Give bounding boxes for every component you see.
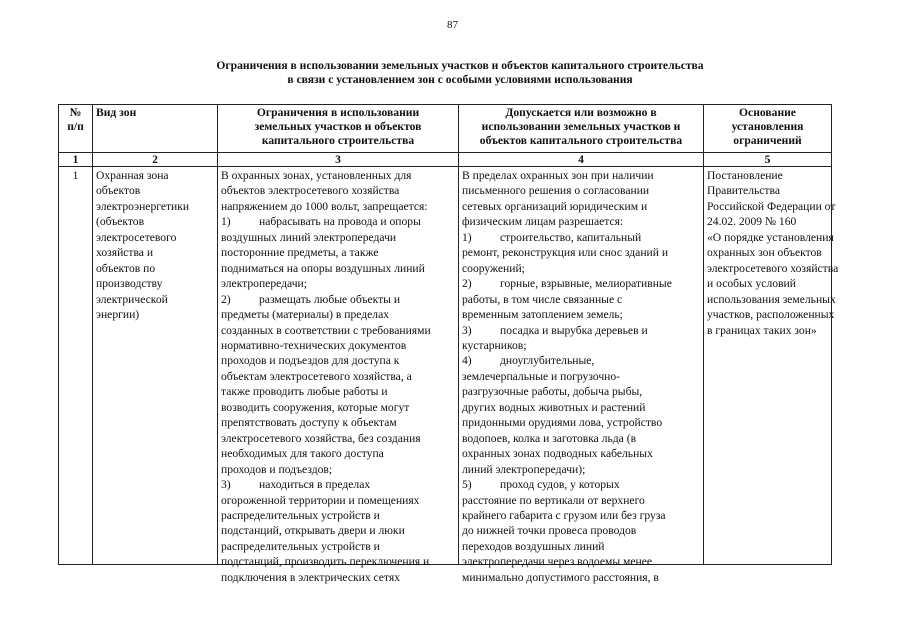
list-item-number: 5) [462,478,472,492]
text-line: объектов капитального строительства [479,133,683,147]
text-line: использования земельных [707,292,836,306]
text-line: капитального строительства [261,133,415,147]
list-item-continuation: огороженной территории и помещениях [221,493,420,507]
row-number: 1 [72,169,79,182]
text-line: п/п [67,119,84,133]
text-line: охранных зон объектов [707,246,822,260]
list-item [221,292,455,307]
table-row [59,167,832,565]
permitted-cell [459,167,704,584]
list-item-continuation: также проводить любые работы и [221,385,388,399]
list-item-continuation: работы, в том числе связанные с [462,292,623,306]
list-item-continuation: других водных животных и растений [462,400,646,414]
text-line: электросетевого хозяйства [707,261,839,275]
basis-cell [704,167,839,565]
list-item-continuation: придонными орудиями лова, устройство [462,416,663,430]
zone-type-text [96,168,214,564]
text-line: Вид зон [96,106,137,119]
text-line: Охранная зона [96,169,169,182]
text-line: использовании земельных участков и [481,119,681,133]
list-item-text: набрасывать на провода и опоры [259,215,421,229]
text-line: земельных участков и объектов [254,119,422,133]
column-number-row [59,153,832,167]
list-item-continuation: переходов воздушных линий [462,539,605,553]
header-number-column [59,105,93,153]
text-line: 24.02. 2009 № 160 [707,215,797,229]
list-item-number: 3) [221,478,231,492]
text-line: Правительства [707,184,780,198]
list-item-continuation: до нижней точки провеса проводов [462,524,637,538]
list-item-continuation: ремонт, реконструкция или снос зданий и [462,246,669,260]
list-item-continuation: проходов и подъездов для доступа к [221,354,400,368]
intro-line: В охранных зонах, установленных для [221,169,412,182]
list-item-number: 2) [462,277,472,291]
text-line: и особых условий [707,277,796,291]
list-item [462,353,700,368]
list-item-continuation: охранных зонах подводных кабельных [462,447,653,461]
text-line: объектов по [96,261,156,275]
intro-line: объектов электросетевого хозяйства [221,184,400,198]
column-number-4: 4 [459,153,704,167]
list-item-continuation: временным затоплением земель; [462,308,623,322]
list-item-text: проход судов, у которых [500,478,620,492]
list-item-text: дноуглубительные, [500,354,595,368]
list-item-continuation: кустарников; [462,338,527,352]
restrictions-text [221,168,455,584]
basis-text [707,168,839,564]
header-permitted-column [459,105,704,153]
list-item-continuation: возводить сооружения, которые могут [221,400,410,414]
list-item-text: находиться в пределах [259,478,371,492]
text-line: электросетевого [96,230,177,244]
header-zone-type-column [93,105,218,153]
title-line-2: в связи с установлением зон с особыми условиями использования [287,73,633,86]
row-number-cell [59,167,93,565]
list-item-continuation: линий электропередачи); [462,462,586,476]
list-item-continuation: подстанций, производить переключения и [221,555,430,569]
text-line: участков, расположенных [707,308,835,322]
list-item-number: 1) [462,230,472,244]
list-item-continuation: препятствовать доступу к объектам [221,416,397,430]
list-item [462,276,700,291]
page-number: 87 [447,19,458,31]
text-line: энергии) [96,308,140,322]
list-item-continuation: распределительных устройств и [221,539,380,553]
header-restrictions-column [218,105,459,153]
list-item-continuation: предметы (материалы) в пределах [221,308,390,322]
list-item-continuation: распределительных устройств и [221,508,380,522]
list-item-continuation: подключения в электрических сетях [221,570,401,584]
list-item [462,477,700,492]
restrictions-table [58,104,839,584]
list-item [221,214,455,229]
text-line: Основание [739,106,796,119]
list-item-continuation: водопоев, колка и заготовка льда (в [462,431,637,445]
list-item-text: размещать любые объекты и [259,292,401,306]
list-item-continuation: электросетевого хозяйства, без создания [221,431,421,445]
text-line: производству [96,277,163,291]
list-item-number: 3) [462,323,472,337]
text-line: электрической [96,292,168,306]
text-line: (объектов [96,215,145,229]
column-number-1: 1 [59,153,93,167]
document-title [110,59,810,87]
list-item-continuation: проходов и подъездов; [221,462,333,476]
list-item-continuation: крайнего габарита с грузом или без груза [462,508,666,522]
intro-line: сетевых организаций юридическим и [462,199,648,213]
list-item [462,230,700,245]
list-item-continuation: посторонние предметы, а также [221,246,379,260]
intro-line: письменного решения о согласовании [462,184,650,198]
list-item-continuation: подниматься на опоры воздушных линий [221,261,425,275]
intro-line: физическим лицам разрешается: [462,215,624,229]
text-line: Постановление [707,169,783,182]
column-number-5: 5 [704,153,832,167]
list-item-number: 2) [221,292,231,306]
list-item-continuation: нормативно-технических документов [221,338,407,352]
text-line: Допускается или возможно в [505,106,657,119]
zone-type-cell [93,167,218,565]
text-line: № [69,106,82,119]
list-item-continuation: созданных в соответствии с требованиями [221,323,431,337]
text-line: «О порядке установления [707,230,834,244]
list-item-continuation: разгрузочные работы, добыча рыбы, [462,385,643,399]
text-line: установления [731,119,804,133]
intro-line: напряжением до 1000 вольт, запрещается: [221,199,428,213]
list-item-continuation: необходимых для такого доступа [221,447,384,461]
text-line: в границах таких зон» [707,323,817,337]
table-header-row [59,105,832,153]
text-line: Российской Федерации от [707,199,836,213]
list-item-text: горные, взрывные, мелиоративные [500,277,672,291]
list-item-text: посадка и вырубка деревьев и [500,323,648,337]
list-item-continuation: подстанций, открывать двери и люки [221,524,405,538]
list-item-number: 4) [462,354,472,368]
list-item-continuation: минимально допустимого расстояния, в [462,570,659,584]
column-number-3: 3 [218,153,459,167]
list-item-continuation: объектам электросетевого хозяйства, а [221,369,412,383]
list-item-text: строительство, капитальный [500,230,642,244]
text-line: хозяйства и [96,246,154,260]
restrictions-cell [218,167,459,584]
list-item-continuation: электропередачи через водоемы менее [462,555,653,569]
text-line: объектов [96,184,141,198]
permitted-text [462,168,700,584]
list-item-continuation: землечерпальные и погрузочно- [462,369,621,383]
list-item [221,477,455,492]
title-line-1: Ограничения в использовании земельных участков и объектов капитального строительства [216,59,704,72]
intro-line: В пределах охранных зон при наличии [462,169,654,182]
column-number-2: 2 [93,153,218,167]
text-line: Ограничения в использовании [256,106,420,119]
list-item [462,323,700,338]
header-basis-column [704,105,832,153]
list-item-continuation: расстояние по вертикали от верхнего [462,493,645,507]
text-line: электроэнергетики [96,199,190,213]
list-item-number: 1) [221,215,231,229]
list-item-continuation: воздушных линий электропередачи [221,230,397,244]
text-line: ограничений [733,133,802,147]
list-item-continuation: электропередачи; [221,277,307,291]
list-item-continuation: сооружений; [462,261,525,275]
